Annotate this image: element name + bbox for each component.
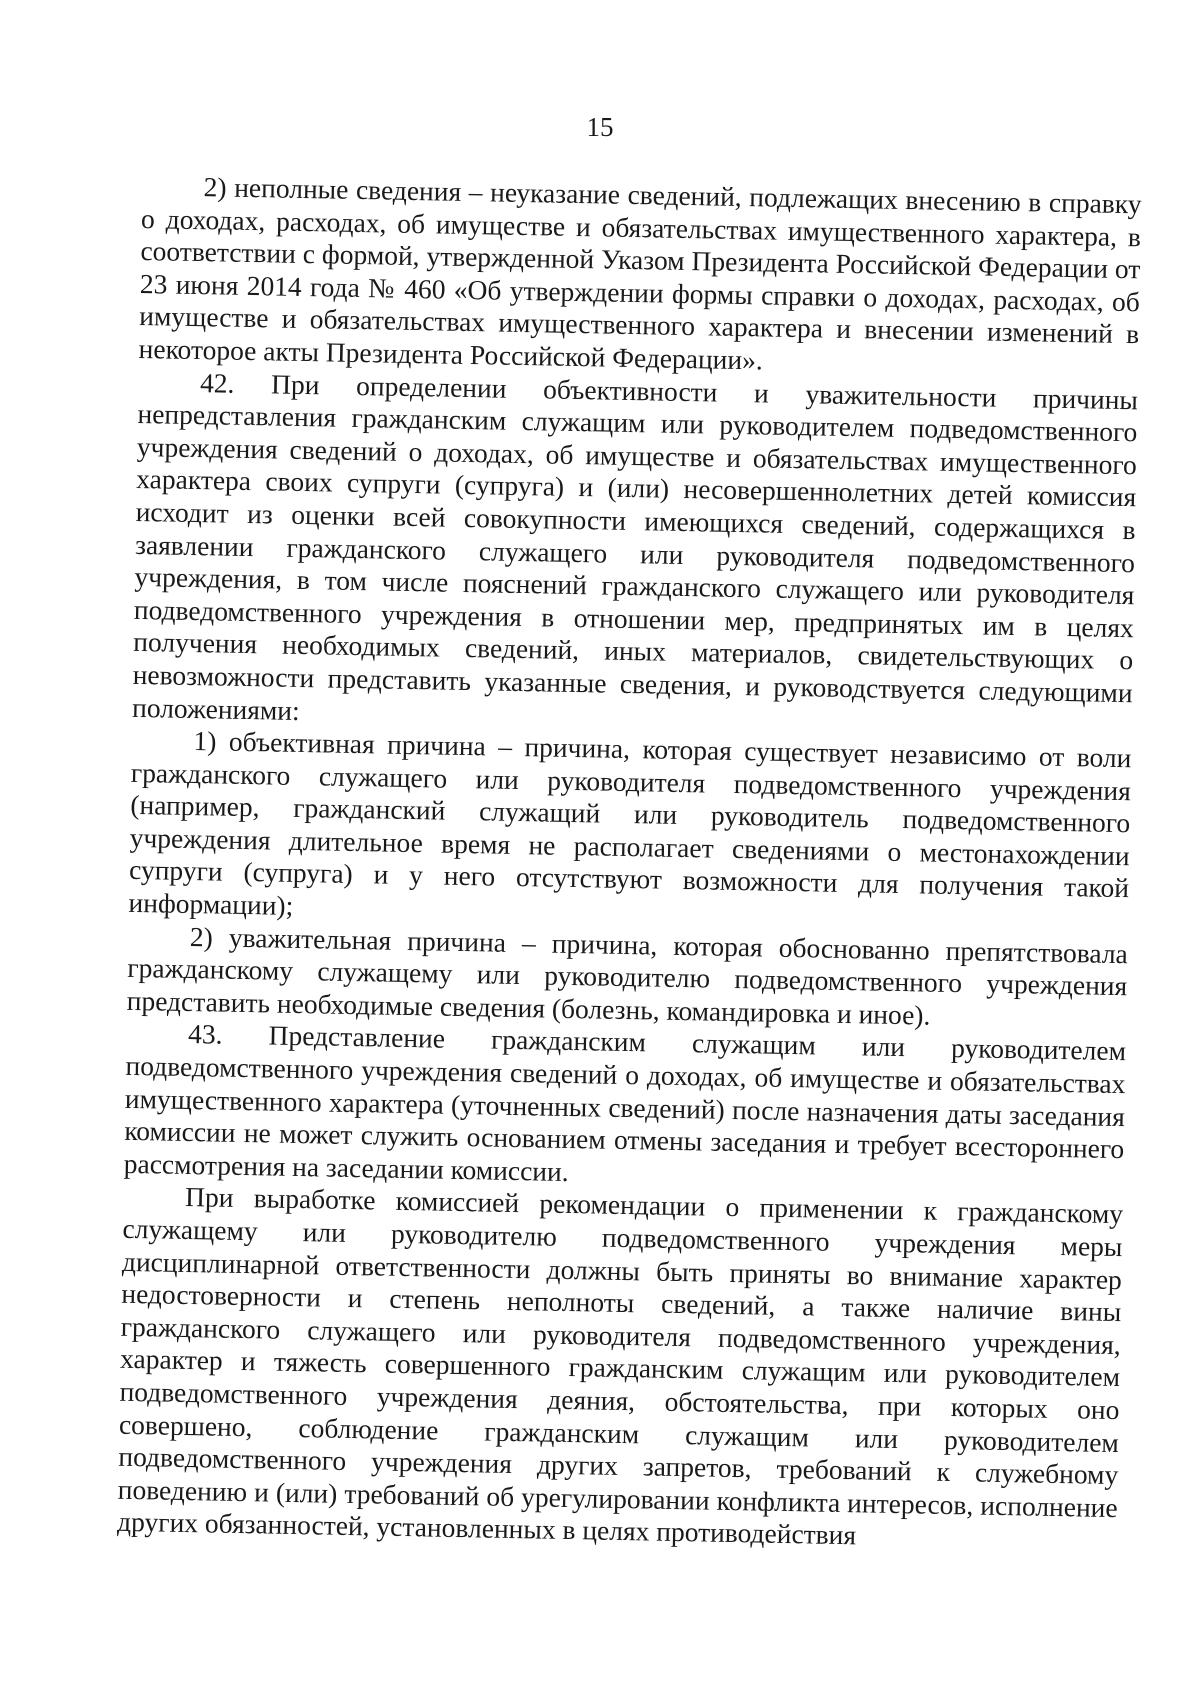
page-number: 15 bbox=[586, 112, 614, 142]
paragraph-recommendation: При выработке комиссией рекомендации о применении к гражданскому служащему или руководителю подведомственного учреждения меры дисциплинарной ответственности должны быть приняты во внимание характер недостоверности и степень неполноты сведений, а также наличие вины гражданского служащего или руководителя подведомственного учреждения, характер и тяжесть совершенного гражданским служащим или руководителем подведомственного учреждения деяния, обстоятельства, при которых оно совершено, соблюдение гражданским служащим или руководителем подведомственного учреждения других запретов, требований к служебному поведению и (или) требований об урегулировании конфликта интересов, исполнение других обязанностей, установленных в целях противодействия bbox=[116, 1181, 1124, 1551]
paragraph-valid-reason: 2) уважительная причина – причина, которая обоснованно препятствовала гражданскому служащему или руководителю подведомственного учреждения представить необходимые сведения (болезнь, командировка и иное). bbox=[126, 920, 1129, 1031]
document-body bbox=[117, 170, 1142, 1557]
paragraph-clause-42: 42. При определении объективности и уважительности причины непредставления гражданским служащим или руководителем подведомственного учреждения сведений о доходах, об имуществе и обязательствах имущественного характера своих супруги (супруга) и (или) несовершеннолетних детей комиссия исходит из оценки всей совокупности имеющихся сведений, содержащихся в заявлении гражданского служащего или руководителя подведомственного учреждения, в том числе пояснений гражданского служащего или руководителя подведомственного учреждения в отношении мер, предпринятых им в целях получения необходимых сведений, иных материалов, свидетельствующих о невозможности представить указанные сведения, и руководствуется следующими положениями: bbox=[131, 366, 1139, 726]
paragraph-objective-reason: 1) объективная причина – причина, которая существует независимо от воли гражданского служащего или руководителя подведомственного учреждения (например, гражданский служащий или руководитель подведомственного учреждения длительное время не располагает сведениями о местонахождении супруги (супруга) и у него отсутствуют возможности для получения такой информации); bbox=[128, 725, 1132, 921]
paragraph-item-2: 2) неполные сведения – неуказание сведений, подлежащих внесению в справку о доходах, расходах, об имуществе и обязательствах имущественного характера, в соответствии с формой, утвержденной Указом Президента Российской Федерации от 23 июня 2014 года № 460 «Об утверждении формы справки о доходах, расходах, об имуществе и обязательствах имущественного характера и внесении изменений в некоторое акты Президента Российской Федерации». bbox=[138, 171, 1142, 376]
paragraph-clause-43: 43. Представление гражданским служащим или руководителем подведомственного учреждения сведений о доходах, об имуществе и обязательствах имущественного характера (уточненных сведений) после назначения даты заседания комиссии не может служить основанием отмены заседания и требует всестороннего рассмотрения на заседании комиссии. bbox=[123, 1018, 1127, 1187]
